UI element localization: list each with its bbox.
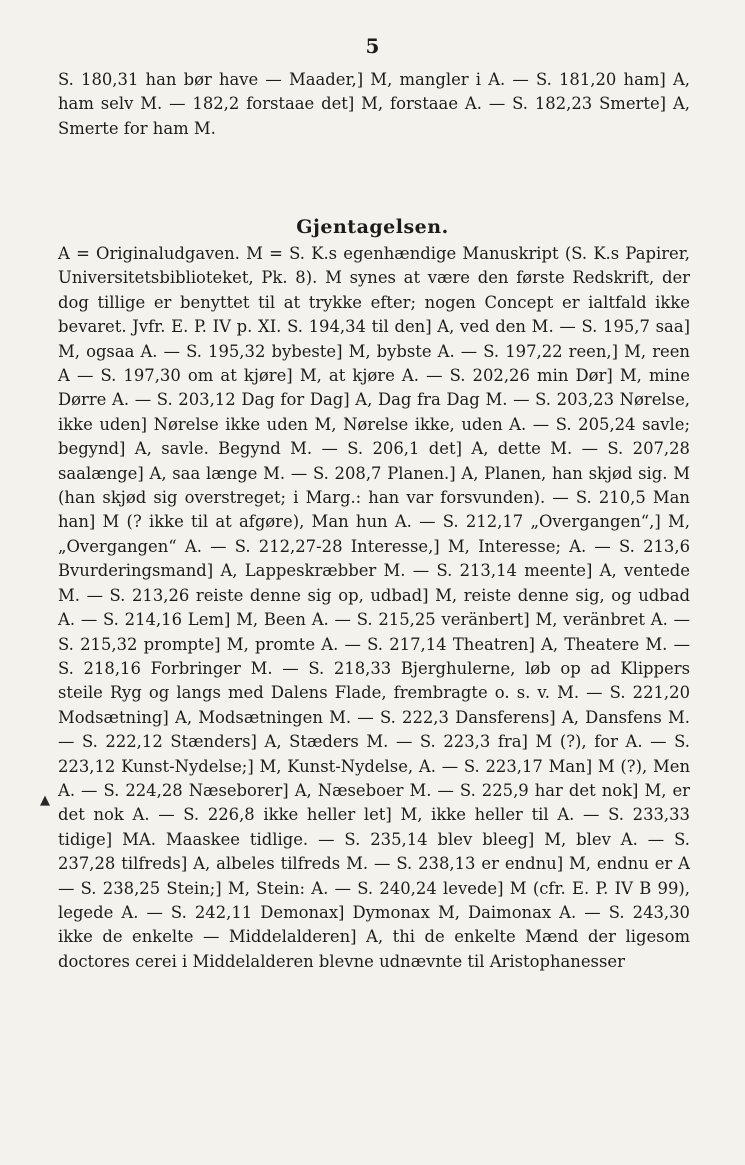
intro-notes bbox=[58, 68, 690, 141]
section-heading: Gjentagelsen. bbox=[296, 216, 449, 238]
page-number: 5 bbox=[365, 34, 380, 58]
textual-notes bbox=[58, 242, 690, 974]
intro-paragraph: S. 180,31 han bør have — Maader,] M, mangler i A. — S. 181,20 ham] A, ham selv M. — 182,2 forstaae det] M, forstaae A. — S. 182,23 Smerte] A, Smerte for ham M. bbox=[58, 70, 690, 138]
notes-paragraph: A = Originaludgaven. M = S. K.s egenhændige Manuskript (S. K.s Papirer, Universitetsbiblioteket, Pk. 8). M synes at være den første Redskrift, der dog tillige er benyttet til at trykke efter; nogen Concept er ialtfald ikke bevaret. Jvfr. E. P. IV p. XI. S. 194,34 til den] A, ved den M. — S. 195,7 saa] M, ogsaa A. — S. 195,32 bybeste] M, bybste A. — S. 197,22 reen,] M, reen A — S. 197,30 om at kjøre] M, at kjøre A. — S. 202,26 min Dør] M, mine Dørre A. — S. 203,12 Dag for Dag] A, Dag fra Dag M. — S. 203,23 Nørelse, ikke uden] Nørelse ikke uden M, Nørelse ikke, uden A. — S. 205,24 savle; begynd] A, savle. Begynd M. — S. 206,1 det] A, dette M. — S. 207,28 saalænge] A, saa længe M. — S. 208,7 Planen.] A, Planen, han skjød sig. M (han skjød sig overstreget; i Marg.: han var forsvunden). — S. 210,5 Man han] M (? ikke til at afgøre), Man hun A. — S. 212,17 „Overgangen“,] M, „Overgangen“ A. — S. 212,27-28 Interesse,] M, Interesse; A. — S. 213,6 Bvurderingsmand] A, Lappeskræbber M. — S. 213,14 meente] A, ventede M. — S. 213,26 reiste denne sig op, udbad] M, reiste denne sig, og udbad A. — S. 214,16 Lem] M, Been A. — S. 215,25 veränbert] M, veränbret A. — S. 215,32 prompte] M, promte A. — S. 217,14 Theatren] A, Theatere M. — S. 218,16 Forbringer M. — S. 218,33 Bjerghulerne, løb op ad Klippers steile Ryg og langs med Dalens Flade, frembragte o. s. v. M. — S. 221,20 Modsætning] A, Modsætningen M. — S. 222,3 Dansferens] A, Dansfens M. — S. 222,12 Stænders] A, Stæders M. — S. 223,3 fra] M (?), for A. — S. 223,12 Kunst-Nydelse;] M, Kunst-Nydelse, A. — S. 223,17 Man] M (?), Men A. — S. 224,28 Næseborer] A, Næseboer M. — S. 225,9 har det nok] M, er det nok A. — S. 226,8 ikke heller let] M, ikke heller til A. — S. 233,33 tidige] MA. Maaskee tidlige. — S. 235,14 blev bleeg] M, blev A. — S. 237,28 tilfreds] A, albeles tilfreds M. — S. 238,13 er endnu] M, endnu er A — S. 238,25 Stein;] M, Stein: A. — S. 240,24 levede] M (cfr. E. P. IV B 99), legede A. — S. 242,11 Demonax] Dymonax M, Daimonax A. — S. 243,30 ikke de enkelte — Middelalderen] A, thi de enkelte Mænd der ligesom doctores cerei i Middelalderen blevne udnævnte til Aristophanesser bbox=[58, 244, 690, 971]
margin-mark: ▲ bbox=[40, 793, 50, 808]
